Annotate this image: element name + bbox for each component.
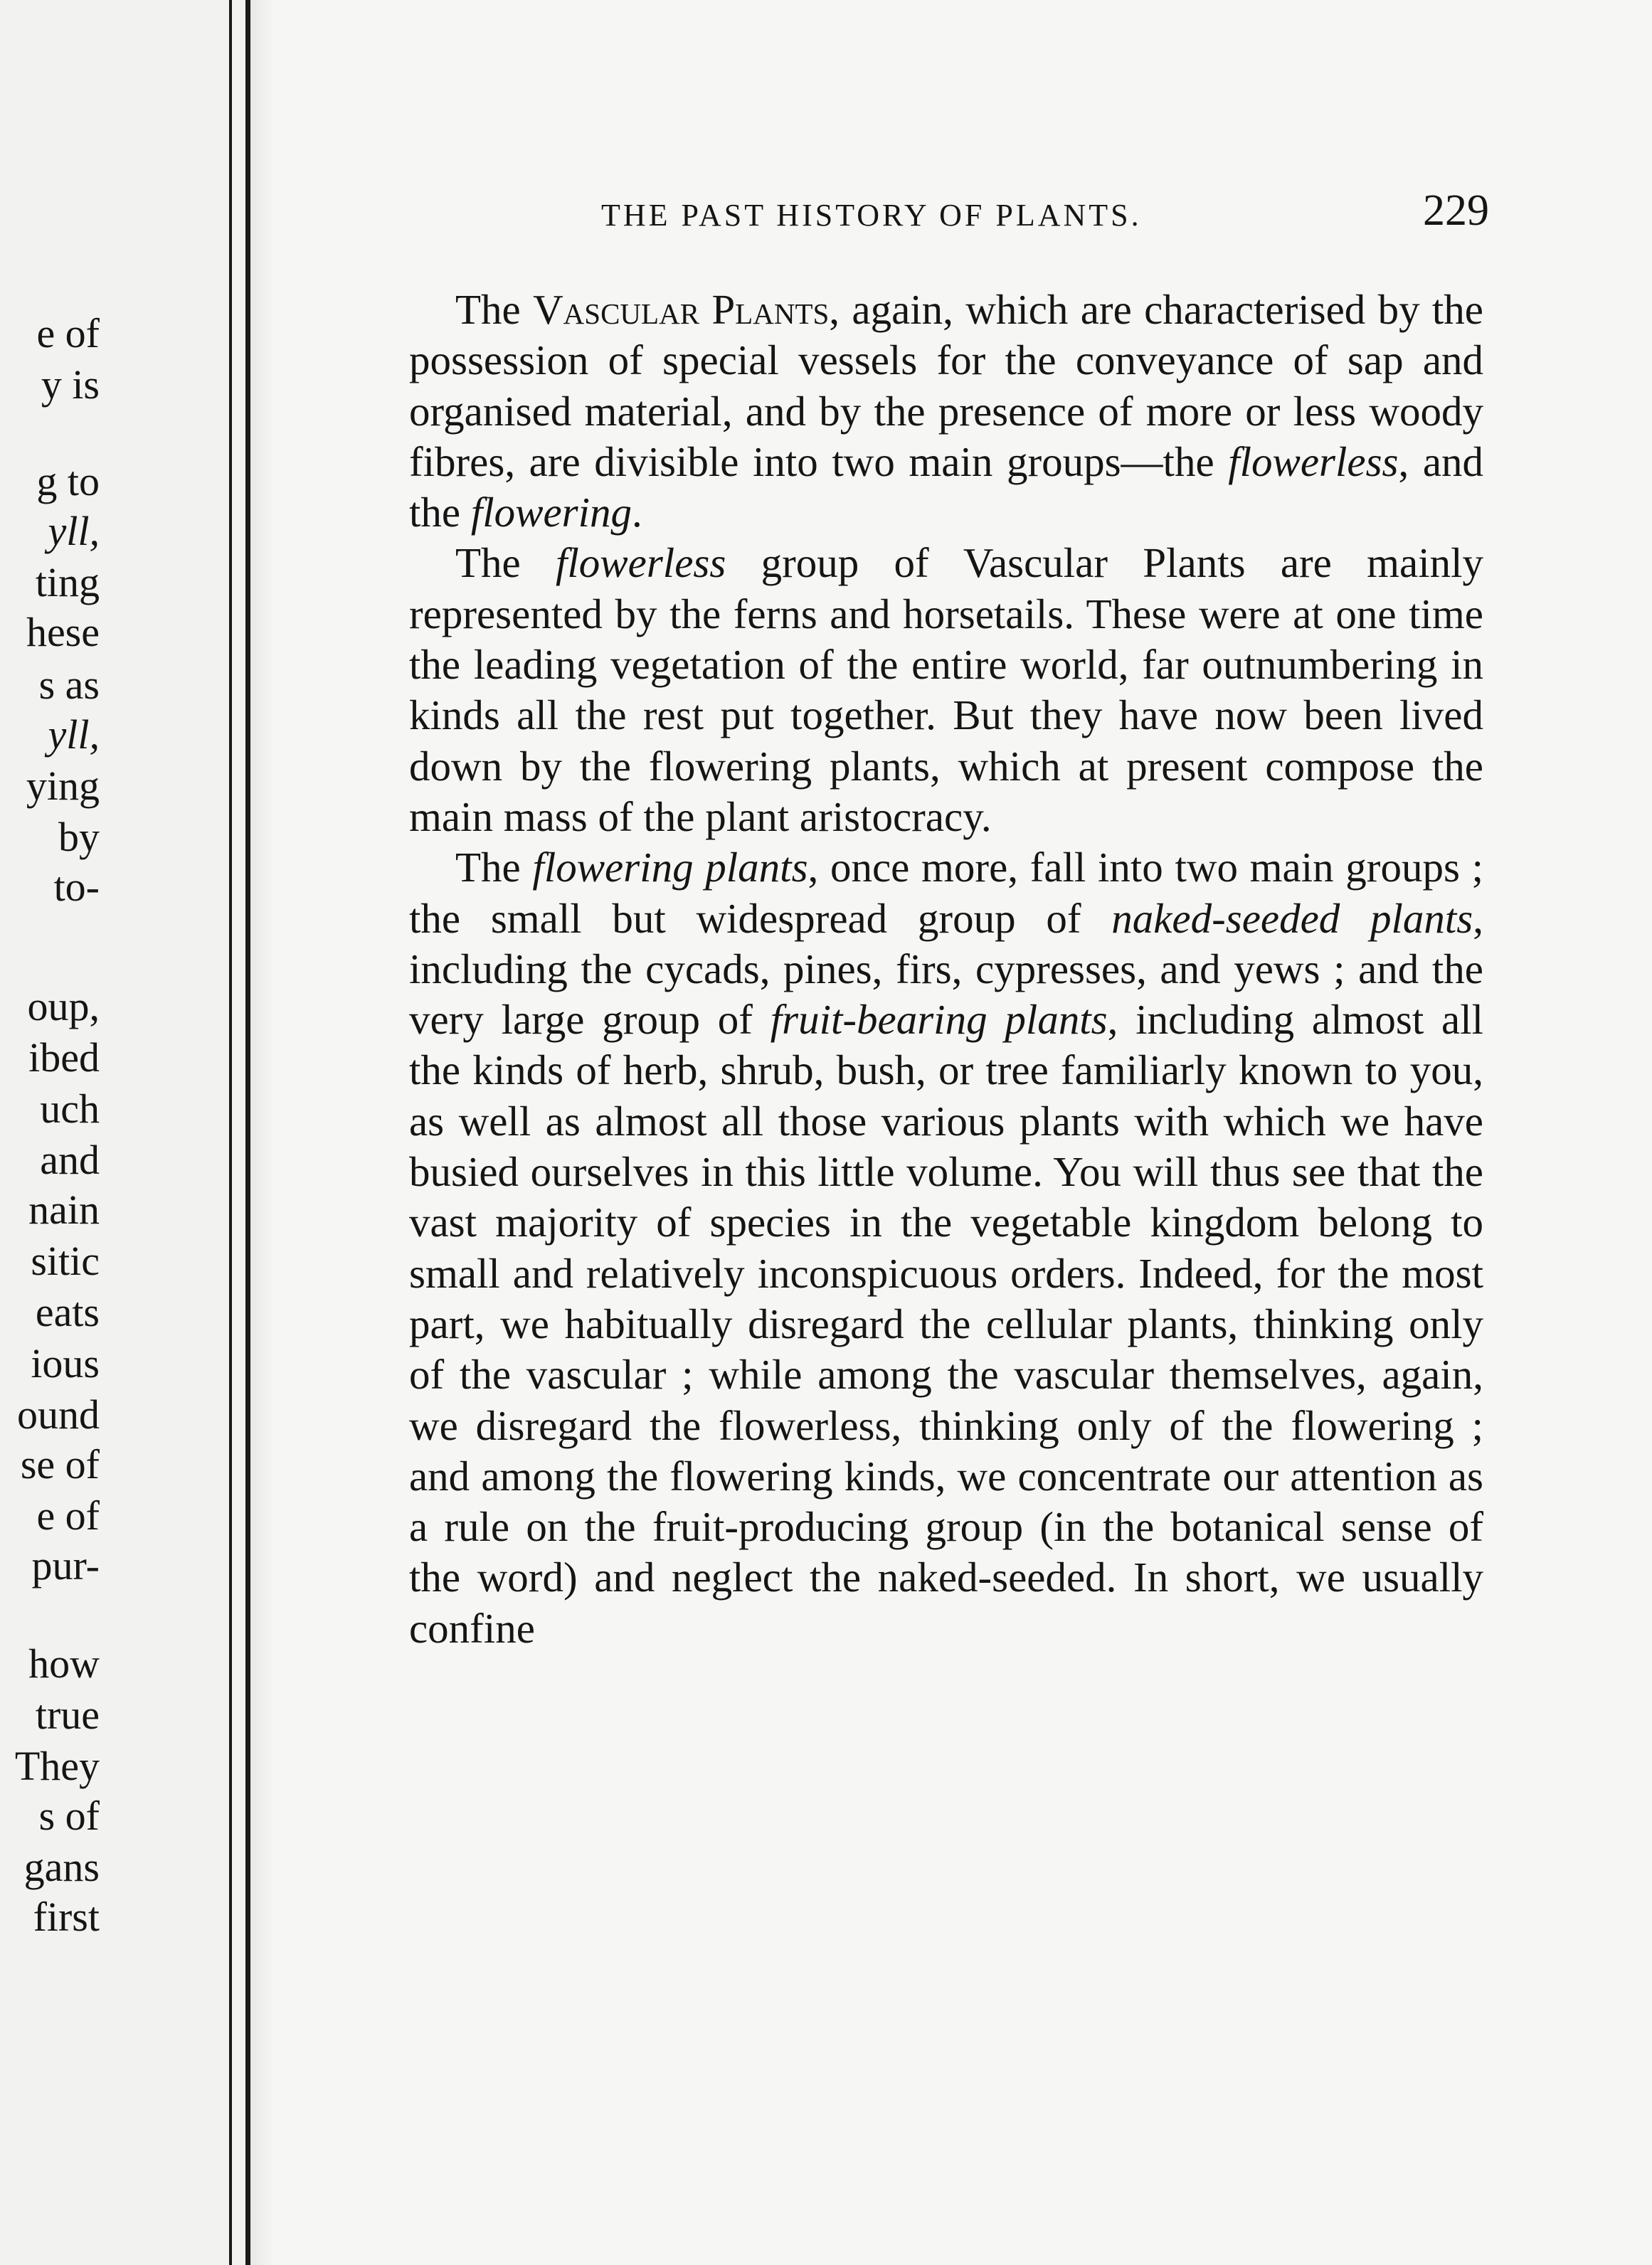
text-run: , including almost all the kinds of herb, shrub, bush, or tree familiarly known to you, as well as almost all those various plants with which we have busied ourselves in this little volume. You will thus see that the vast majority of species in the vegetable kingdom belong to small and relatively inconspicuous orders. Indeed, for the most part, we habitually disregard the cellular plants, thinking only of the vascular ; while among the vascular themselves, again, we disregard the flowerless, thinking only of the flowering ; and among the flowering kinds, we concentrate our attention as a rule on the fruit-producing group (in the botanical sense of the word) and neglect the naked-seeded. In short, we usually confine (409, 996, 1483, 1652)
left-page-fragment: nain (28, 1187, 100, 1233)
left-page-fragment: to- (53, 864, 100, 910)
italic-term: naked-seeded plants (1111, 894, 1473, 942)
italic-term: flowerless (1228, 437, 1399, 485)
paragraph (409, 285, 1483, 538)
left-page-fragment: sitic (31, 1238, 100, 1284)
italic-term: flowerless (556, 539, 726, 587)
running-head (409, 181, 1489, 238)
running-title: THE PAST HISTORY OF PLANTS. (601, 198, 1142, 233)
left-facing-page (0, 0, 245, 2265)
left-page-fragment: ound (17, 1391, 100, 1438)
text-run: The (455, 286, 534, 333)
left-page-fragment: hese (26, 609, 100, 655)
body-text (409, 285, 1483, 1654)
left-page-fragment: uch (40, 1086, 100, 1132)
left-page-fragment: true (35, 1692, 100, 1738)
left-page-fragment: by (58, 814, 100, 860)
left-page-fragment: ting (35, 559, 100, 605)
text-run: . (632, 489, 642, 536)
text-run: group of Vascular Plants are mainly represented by the ferns and horsetails. These were at one time the leading vegetation of the entire world, far outnumbering in kinds all the rest put together. But they have now been lived down by the flowering plants, which at present compose the main mass of the plant aristocracy. (409, 539, 1483, 840)
left-page-fragment: first (33, 1894, 100, 1940)
left-page-edge-line (229, 0, 232, 2265)
paragraph (409, 538, 1483, 842)
small-caps-term: Vascular Plants (533, 286, 830, 333)
paragraph (409, 842, 1483, 1654)
left-page-fragment: g to (36, 458, 100, 504)
left-page-fragment: s of (38, 1793, 100, 1839)
left-page-fragment: gans (23, 1844, 100, 1890)
left-page-fragment: y is (41, 361, 100, 408)
left-page-fragment: ious (31, 1340, 100, 1386)
italic-term: flowering plants (532, 844, 808, 891)
left-page-fragment: s as (38, 662, 100, 708)
left-page-fragment: They (14, 1743, 100, 1789)
left-page-fragment: ying (26, 763, 100, 809)
left-page-fragment: ibed (28, 1034, 100, 1081)
left-page-fragment: how (28, 1640, 100, 1687)
text-run: The (455, 844, 533, 891)
text-run: , and the (409, 437, 1483, 536)
page-number: 229 (1423, 186, 1489, 235)
left-page-fragment: yll, (48, 508, 100, 554)
binding-gutter-line (245, 0, 250, 2265)
left-page-fragment: pur- (31, 1542, 100, 1588)
left-page-fragment: se of (20, 1441, 100, 1487)
text-run: , once more, fall into two main groups ; the small but widespread group of (409, 844, 1483, 942)
left-page-fragment: eats (35, 1289, 100, 1335)
left-page-fragment: e of (36, 310, 100, 356)
italic-term: fruit-bearing plants (770, 996, 1108, 1044)
left-page-fragment: oup, (27, 983, 100, 1029)
text-run: , again, which are characterised by the possession of special vessels for the conveyance of sap and organised material, and by the presence of more or less woody fibres, are divisible into two main groups—the (409, 286, 1483, 485)
left-page-fragment: and (40, 1137, 100, 1183)
text-run: The (455, 539, 556, 587)
left-page-fragment: e of (36, 1492, 100, 1539)
text-run: , including the cycads, pines, firs, cypresses, and yews ; and the very large group of (409, 894, 1483, 1044)
left-page-fragment: yll, (48, 711, 100, 758)
italic-term: flowering (470, 489, 632, 536)
right-page (409, 181, 1489, 1654)
